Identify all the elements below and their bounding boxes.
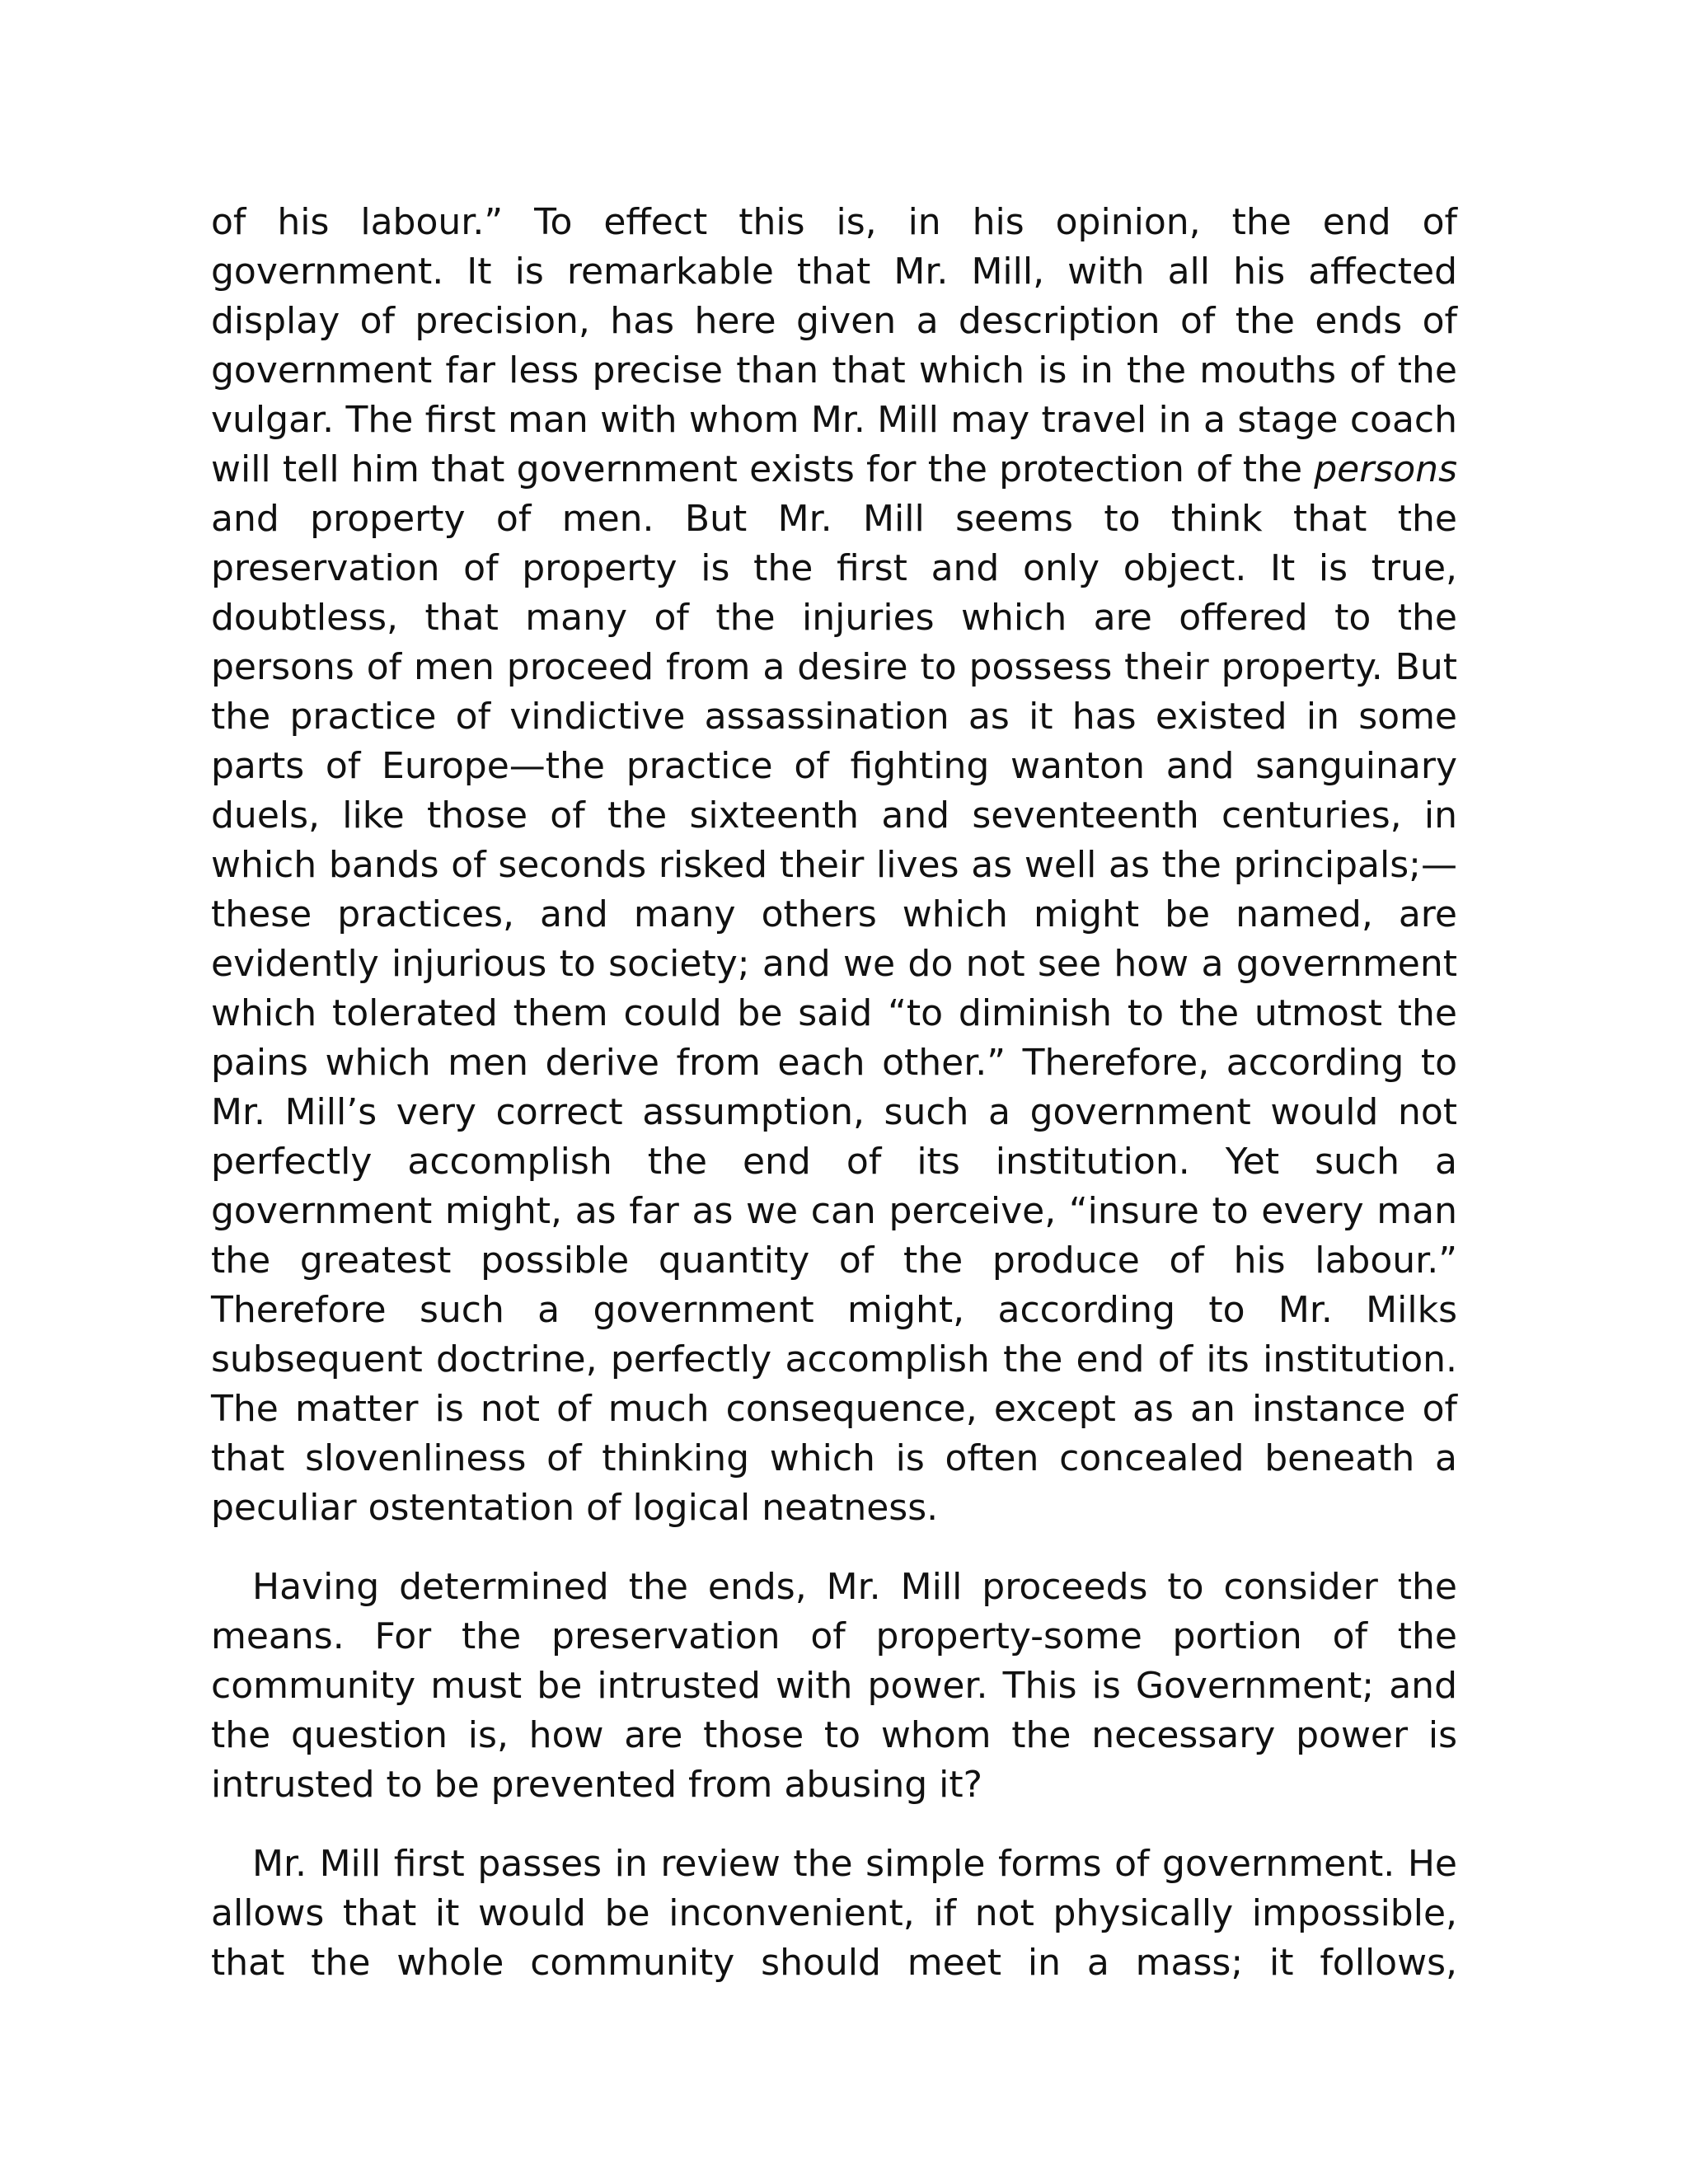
paragraph-2: Having determined the ends, Mr. Mill proceeds to consider the means. For the preservation of property-some portion of the community must be intrusted with power. This is Government; and the question is, how are those to whom the necessary power is intrusted to be prevented from abusing it? bbox=[211, 1566, 1457, 1806]
italic-word-persons: persons bbox=[1314, 448, 1457, 490]
document-page bbox=[211, 198, 1457, 1988]
paragraph-1-text-end: and property of men. But Mr. Mill seems to think that the preservation of property is the first and only object. It is true, doubtless, that many of the injuries which are offered to the persons of men proceed from a desire to possess their property. But the practice of vindictive assassination as it has existed in some parts of Europe—the practice of fighting wanton and sanguinary duels, like those of the sixteenth and seventeenth centuries, in which bands of seconds risked their lives as well as the principals;—these practices, and many others which might be named, are evidently injurious to society; and we do not see how a government which tolerated them could be said “to diminish to the utmost the pains which men derive from each other.” Therefore, according to Mr. Mill’s very correct assumption, such a government would not perfectly accomplish the end of its institution. Yet such a government might, as far as we can perceive, “insure to every man the greatest possible quantity of the produce of his labour.” Therefore such a government might, according to Mr. Milks subsequent doctrine, perfectly accomplish the end of its institution. The matter is not of much consequence, except as an instance of that slovenliness of thinking which is often concealed beneath a peculiar ostentation of logical neatness. bbox=[211, 498, 1457, 1529]
paragraph-1 bbox=[211, 198, 1457, 1533]
paragraph-3: Mr. Mill first passes in review the simple forms of government. He allows that it would be inconvenient, if not physically impossible, that the whole community should meet in a mass; it follows, bbox=[211, 1843, 1457, 1984]
paragraph-1-text-start: of his labour.” To effect this is, in his opinion, the end of government. It is remarkable that Mr. Mill, with all his affected display of precision, has here given a description of the ends of government far less precise than that which is in the mouths of the vulgar. The first man with whom Mr. Mill may travel in a stage coach will tell him that government exists for the protection of the bbox=[211, 201, 1457, 490]
